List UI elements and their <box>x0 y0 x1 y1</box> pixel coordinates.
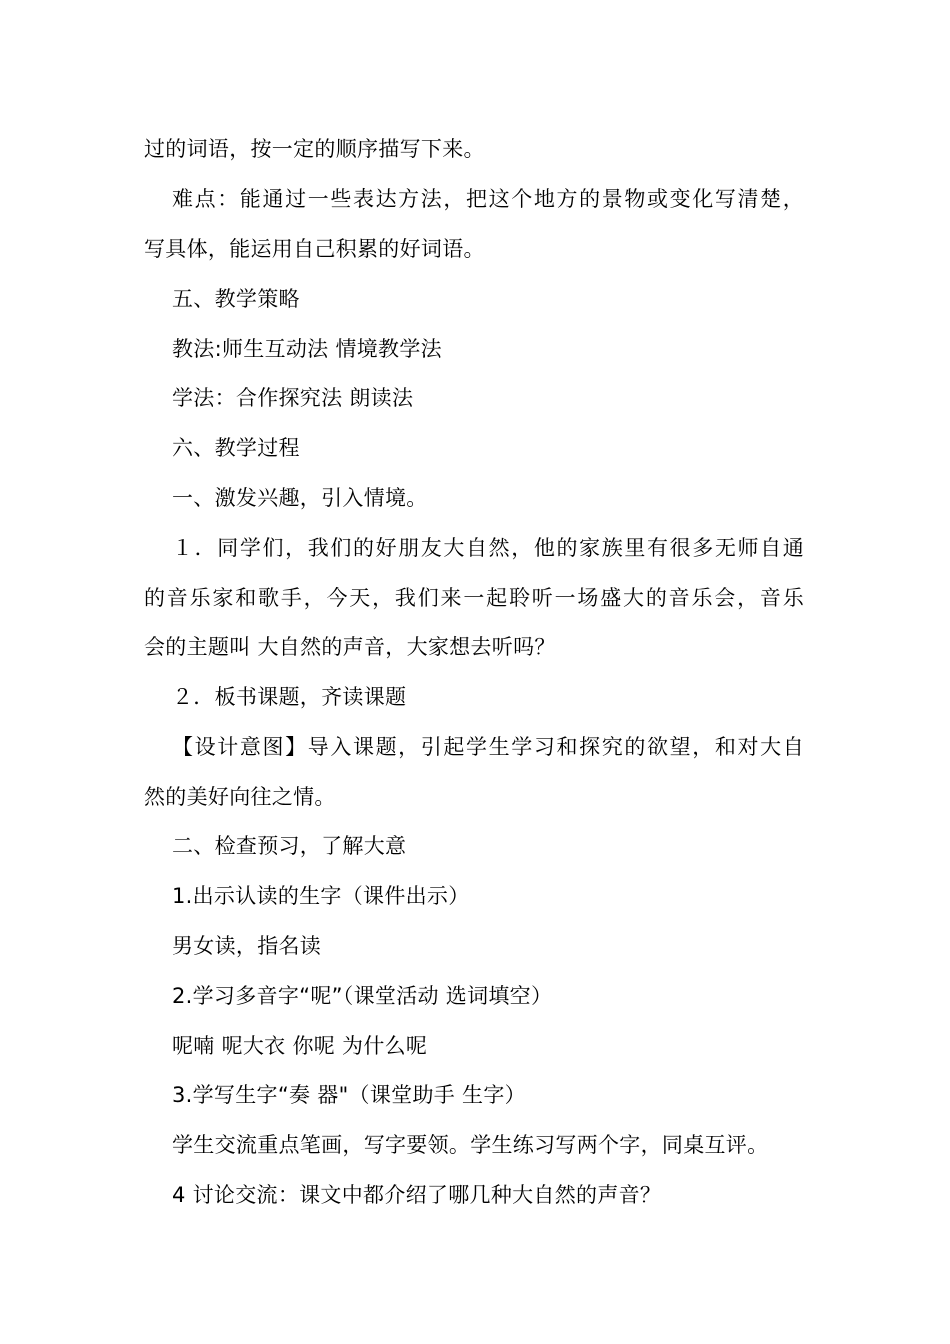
text-line: １．同学们，我们的好朋友大自然，他的家族里有很多无师自通 <box>172 536 804 560</box>
text-line: 学法：合作探究法 朗读法 <box>172 386 414 410</box>
text-line: 4 讨论交流：课文中都介绍了哪几种大自然的声音？ <box>172 1183 662 1207</box>
text-line: 男女读，指名读 <box>172 934 322 958</box>
section-heading: 六、教学过程 <box>172 436 300 460</box>
section-heading: 五、教学策略 <box>172 287 300 311</box>
text-line: 学生交流重点笔画，写字要领。学生练习写两个字，同桌互评。 <box>172 1133 769 1157</box>
text-line: 2.学习多音字“呢”（课堂活动 选词填空） <box>172 984 553 1008</box>
section-heading: 一、激发兴趣，引入情境。 <box>172 486 428 510</box>
text-line: 会的主题叫 大自然的声音，大家想去听吗？ <box>144 635 556 659</box>
text-line: 写具体，能运用自己积累的好词语。 <box>144 237 485 261</box>
text-line: 的音乐家和歌手，今天，我们来一起聆听一场盛大的音乐会，音乐 <box>144 586 804 610</box>
text-line: 3.学写生字“奏 器"（课堂助手 生字） <box>172 1083 526 1107</box>
text-line: 过的词语，按一定的顺序描写下来。 <box>144 137 485 161</box>
text-line: ２．板书课题，齐读课题 <box>172 685 407 709</box>
section-heading: 二、检查预习，了解大意 <box>172 834 407 858</box>
text-line: 难点：能通过一些表达方法，把这个地方的景物或变化写清楚， <box>172 187 804 211</box>
text-line: 呢喃 呢大衣 你呢 为什么呢 <box>172 1034 428 1058</box>
text-line: 教法:师生互动法 情境教学法 <box>172 337 442 361</box>
text-line: 1.出示认读的生字（课件出示） <box>172 884 470 908</box>
text-line: 然的美好向往之情。 <box>144 785 336 809</box>
text-line: 【设计意图】导入课题，引起学生学习和探究的欲望，和对大自 <box>172 735 804 759</box>
